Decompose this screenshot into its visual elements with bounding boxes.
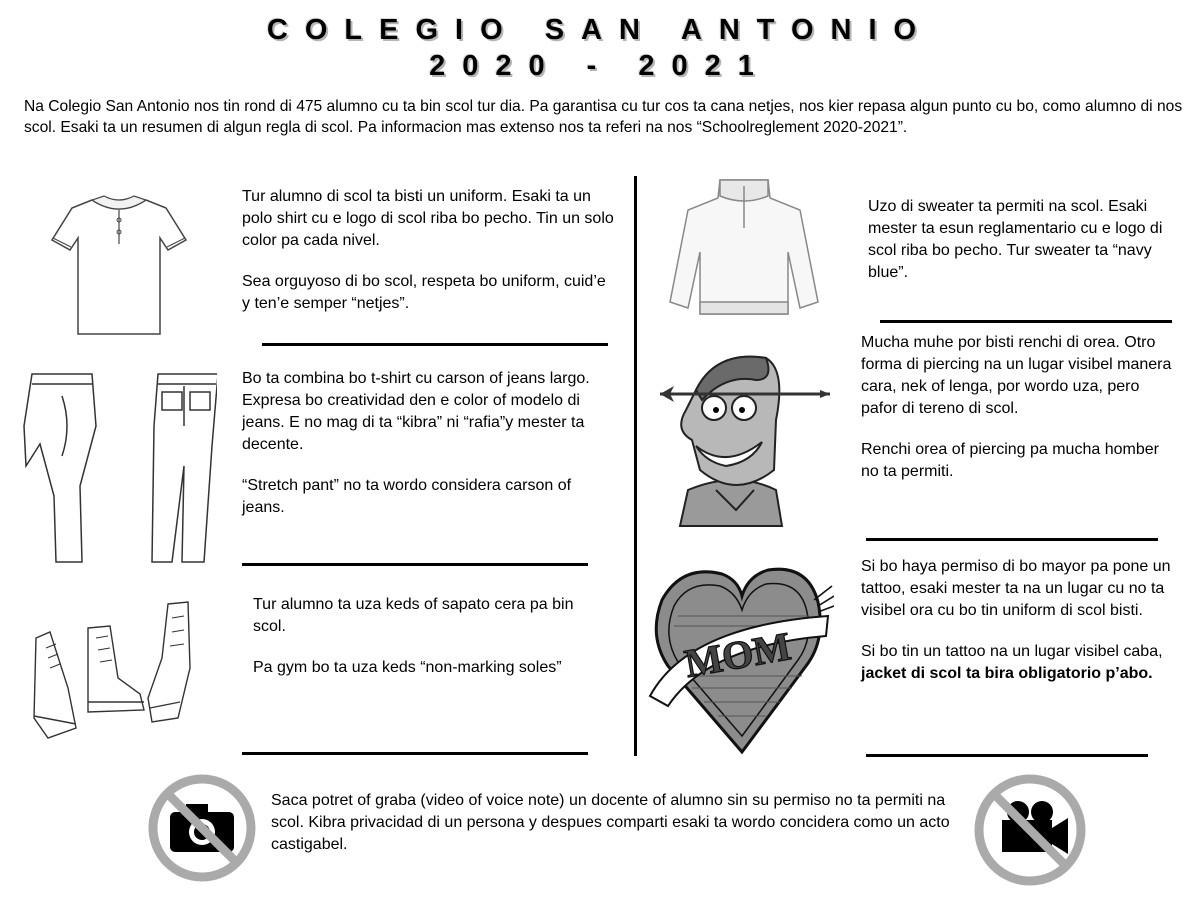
polo-shirt-icon: [44, 188, 194, 338]
shoes-paragraph-2: Pa gym bo ta uza keds “non-marking soles”: [253, 659, 562, 676]
uniform-paragraph-2: Sea orguyoso di bo scol, respeta bo uniform, cuid’e y ten’e semper “netjes”.: [242, 273, 606, 312]
tattoo-paragraph-1: Si bo haya permiso di bo mayor pa pone un tattoo, esaki mester ta na un lugar cu no ta visibel ora cu bo tin uniform di scol bisti.: [861, 558, 1171, 619]
jeans-paragraph-1: Bo ta combina bo t-shirt cu carson of jeans largo. Expresa bo creatividad den e color of modelo di jeans. E no mag di ta “kibra” ni “rafia”y mester ta decente.: [242, 370, 590, 453]
piercing-paragraph-1: Mucha muhe por bisti renchi di orea. Otro forma di piercing na un lugar visibel manera cara, nek of lenga, por wordo uza, pero pafor di tereno di scol.: [861, 334, 1172, 417]
section-rule: [880, 320, 1172, 323]
section-rule: [242, 752, 588, 755]
sweater-rule-text: [868, 196, 1168, 303]
intro-paragraph: Na Colegio San Antonio nos tin rond di 475 alumno cu ta bin scol tur dia. Pa garantisa cu tur cos ta cana netjes, nos kier repasa algun punto cu bo, como alumno di nos scol. Esaki ta un resumen di algun regla di scol. Pa informacion mas extenso nos ta referi na nos “Schoolreglement 2020-2021”.: [24, 98, 1183, 136]
privacy-rule-text: Saca potret of graba (video of voice note) un docente of alumno sin su permiso no ta permiti na scol. Kibra privacidad di un persona y despues comparti esaki ta wordo concidera como un acto castigabel.: [271, 792, 950, 853]
no-camera-icon: [146, 772, 258, 884]
no-video-camera-icon: [972, 772, 1088, 888]
uniform-rule-text: [242, 186, 614, 334]
jeans-icon: [22, 366, 217, 566]
section-rule: [866, 754, 1148, 757]
tattoo-banner-word: MOM: [681, 623, 795, 687]
tattoo-paragraph-2-start: Si bo tin un tattoo na un lugar visibel caba,: [861, 643, 1163, 660]
section-rule: [262, 343, 608, 346]
section-rule: [866, 538, 1158, 541]
piercing-paragraph-2: Renchi orea of piercing pa mucha homber no ta permiti.: [861, 441, 1159, 480]
column-divider: [634, 176, 637, 756]
mom-heart-tattoo-icon: [648, 556, 834, 756]
section-rule: [242, 563, 588, 566]
sneakers-icon: [28, 598, 198, 748]
jeans-rule-text: [242, 368, 614, 538]
piercing-rule-text: [861, 332, 1173, 502]
sweater-paragraph-1: Uzo di sweater ta permiti na scol. Esaki mester ta esun reglamentario cu e logo di scol riba bo pecho. Tur sweater ta “navy blue”.: [868, 198, 1163, 281]
sweater-icon: [664, 176, 824, 321]
jeans-paragraph-2: “Stretch pant” no ta wordo considera carson of jeans.: [242, 477, 572, 516]
tattoo-paragraph-2-bold: jacket di scol ta bira obligatorio p’abo.: [861, 665, 1153, 682]
tattoo-paragraph-2: [861, 641, 1173, 685]
page-title: COLEGIO SAN ANTONIO: [266, 14, 934, 46]
uniform-paragraph-1: Tur alumno di scol ta bisti un uniform. Esaki ta un polo shirt cu e logo di scol riba bo pecho. Tin un solo color pa cada nivel.: [242, 188, 614, 249]
page-subtitle-year: 2020 - 2021: [429, 50, 771, 82]
piercing-cartoon-icon: [656, 350, 832, 528]
tattoo-rule-text: [861, 556, 1173, 704]
shoes-paragraph-1: Tur alumno ta uza keds of sapato cera pa bin scol.: [253, 596, 574, 635]
shoes-rule-text: [253, 594, 593, 698]
